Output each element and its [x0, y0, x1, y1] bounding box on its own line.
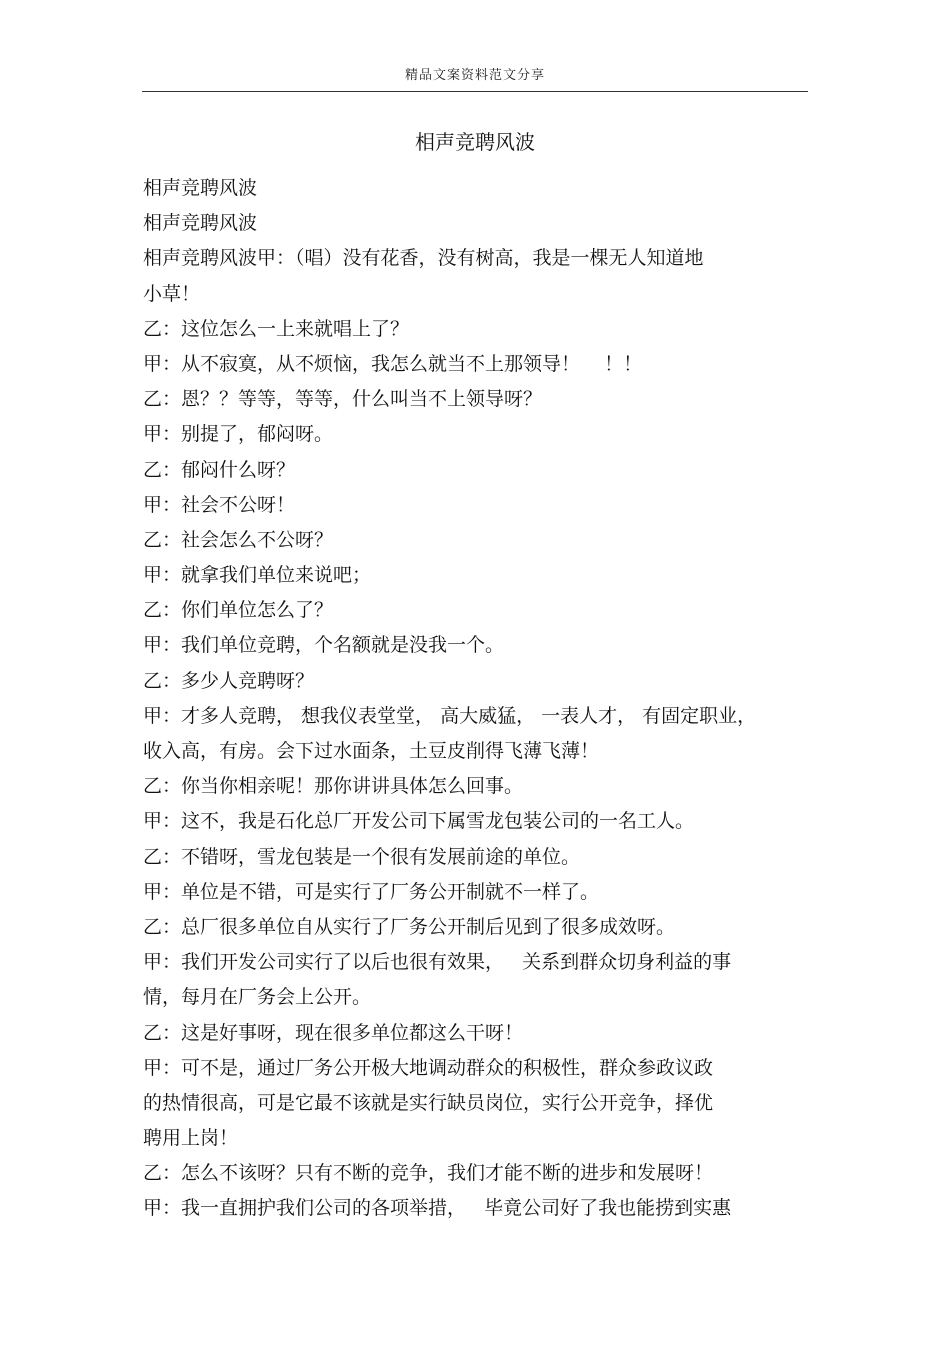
text-line: 甲：我们单位竞聘，个名额就是没我一个。 — [143, 634, 505, 657]
text-line: 甲：我一直拥护我们公司的各项举措， 毕竟公司好了我也能捞到实惠 — [143, 1197, 732, 1220]
text-line: 情，每月在厂务会上公开。 — [143, 986, 372, 1009]
text-line: 乙：不错呀，雪龙包装是一个很有发展前途的单位。 — [143, 845, 581, 868]
text-line: 乙：社会怎么不公呀？ — [143, 528, 334, 551]
text-line: 相声竞聘风波 — [143, 212, 258, 235]
header-divider — [142, 91, 808, 92]
text-line: 甲：单位是不错，可是实行了厂务公开制就不一样了。 — [143, 880, 600, 903]
text-line: 甲：才多人竞聘， 想我仪表堂堂， 高大威猛， 一表人才， 有固定职业， — [143, 704, 757, 727]
text-line: 相声竞聘风波 — [143, 177, 258, 199]
text-line: 聘用上岗！ — [143, 1127, 239, 1150]
text-line: 甲：这不，我是石化总厂开发公司下属雪龙包装公司的一名工人。 — [143, 810, 695, 833]
text-line: 乙：总厂很多单位自从实行了厂务公开制后见到了很多成效呀。 — [143, 915, 676, 938]
text-line: 甲：就拿我们单位来说吧； — [143, 564, 372, 587]
text-line: 甲：可不是，通过厂务公开极大地调动群众的积极性，群众参政议政 — [143, 1056, 714, 1079]
text-line: 乙：多少人竞聘呀？ — [143, 669, 315, 692]
text-line: 甲：别提了，郁闷呀。 — [143, 423, 334, 446]
text-line: 小草！ — [143, 282, 201, 305]
text-line: 乙：这位怎么一上来就唱上了？ — [143, 317, 410, 340]
text-line: 甲：从不寂寞，从不烦恼，我怎么就当不上那领导！ ！！ — [143, 352, 643, 375]
text-line: 的热情很高，可是它最不该就是实行缺员岗位，实行公开竞争，择优 — [143, 1091, 714, 1114]
text-line: 乙：这是好事呀，现在很多单位都这么干呀！ — [143, 1021, 524, 1044]
text-line: 乙：恩？？等等，等等，什么叫当不上领导呀？ — [143, 388, 543, 411]
text-line: 乙：郁闷什么呀？ — [143, 458, 296, 481]
document-body — [143, 171, 803, 1227]
text-line: 甲：社会不公呀！ — [143, 493, 296, 516]
page-header: 精品文案资料范文分享 — [404, 68, 545, 83]
document-title: 相声竞聘风波 — [415, 130, 535, 154]
text-line: 乙：怎么不该呀？只有不断的竞争，我们才能不断的进步和发展呀！ — [143, 1162, 714, 1185]
text-line: 乙：你当你相亲呢！那你讲讲具体怎么回事。 — [143, 775, 524, 798]
text-line: 乙：你们单位怎么了？ — [143, 599, 334, 622]
text-line: 甲：我们开发公司实行了以后也很有效果， 关系到群众切身利益的事 — [143, 951, 732, 974]
text-line: 收入高，有房。会下过水面条，土豆皮削得飞薄飞薄！ — [143, 740, 600, 762]
text-line: 相声竞聘风波甲：（唱）没有花香，没有树高，我是一棵无人知道地 — [143, 247, 704, 270]
